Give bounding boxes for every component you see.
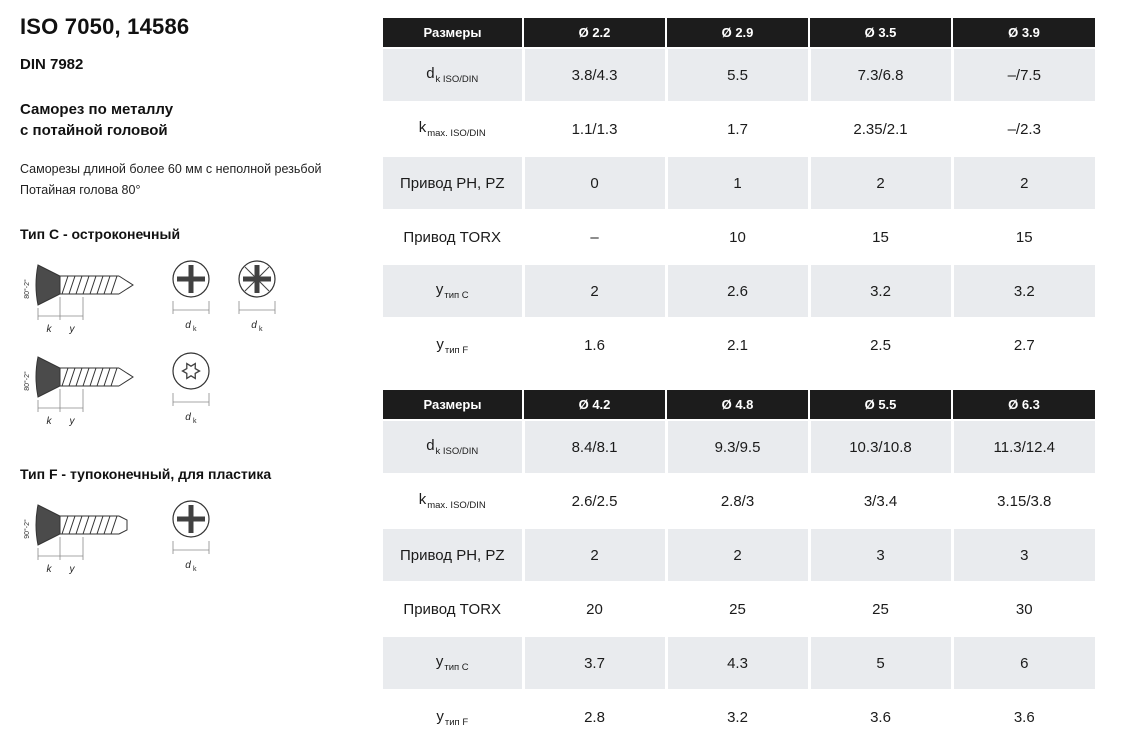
- type-f-drawing-row: [20, 496, 377, 588]
- value-cell: 3.7: [523, 636, 666, 690]
- value-cell: –/7.5: [952, 48, 1095, 102]
- head-angle-label: 80°-2°: [24, 279, 31, 300]
- value-cell: 20: [523, 582, 666, 636]
- value-cell: 3.8/4.3: [523, 48, 666, 102]
- value-cell: 4.3: [666, 636, 809, 690]
- row-label: $k_{max. ISO/DIN}$: [383, 474, 523, 528]
- value-cell: 2: [523, 528, 666, 582]
- value-cell: 2: [523, 264, 666, 318]
- table-row: [383, 210, 1095, 264]
- dimension-lines: [173, 541, 209, 554]
- dim-dk-sub: k: [259, 326, 263, 334]
- product-heading: [20, 99, 377, 141]
- dimensions-table-small-diameters: [383, 18, 1095, 372]
- ph-recess-icon: [164, 256, 218, 338]
- dimension-lines: [173, 301, 209, 314]
- value-cell: 7.3/6.8: [809, 48, 952, 102]
- tables-panel: [383, 0, 1133, 753]
- dim-dk-sub: k: [193, 418, 197, 426]
- row-label: Привод TORX: [383, 210, 523, 264]
- pz-recess-icon: [230, 256, 284, 338]
- header-cell-diameter: Ø 2.9: [666, 18, 809, 48]
- ph-recess-icon: [164, 496, 218, 578]
- table-row: [383, 264, 1095, 318]
- torx-recess-icon: [164, 348, 218, 430]
- dim-dk-label: d: [185, 412, 191, 424]
- dim-y-label: y: [69, 564, 75, 576]
- value-cell: –/2.3: [952, 102, 1095, 156]
- header-cell-diameter: Ø 6.3: [952, 390, 1095, 420]
- table-row: [383, 582, 1095, 636]
- table-row: [383, 420, 1095, 474]
- dim-k-label: k: [46, 416, 52, 428]
- dim-dk-label: d: [251, 320, 257, 332]
- row-label: $y_{тип F}$: [383, 318, 523, 372]
- dim-dk-sub: k: [193, 326, 197, 334]
- value-cell: 5: [809, 636, 952, 690]
- value-cell: 11.3/12.4: [952, 420, 1095, 474]
- value-cell: 3: [809, 528, 952, 582]
- screw-shaft: [60, 516, 127, 534]
- type-c-drawing-row-1: [20, 256, 377, 348]
- value-cell: –: [523, 210, 666, 264]
- value-cell: 15: [809, 210, 952, 264]
- value-cell: 2.5: [809, 318, 952, 372]
- dim-dk-sub: k: [193, 566, 197, 574]
- table-row: [383, 48, 1095, 102]
- screw-head: [36, 265, 60, 305]
- type-c-label: Тип C - остроконечный: [20, 226, 181, 243]
- value-cell: 3.2: [809, 264, 952, 318]
- value-cell: 5.5: [666, 48, 809, 102]
- dimension-lines: [173, 393, 209, 406]
- value-cell: 6: [952, 636, 1095, 690]
- value-cell: 8.4/8.1: [523, 420, 666, 474]
- header-cell-sizes: Размеры: [383, 390, 523, 420]
- header-cell-diameter: Ø 2.2: [523, 18, 666, 48]
- value-cell: 3: [952, 528, 1095, 582]
- table-row: [383, 528, 1095, 582]
- value-cell: 0: [523, 156, 666, 210]
- value-cell: 9.3/9.5: [666, 420, 809, 474]
- value-cell: 1.6: [523, 318, 666, 372]
- type-c-screw-drawing: [20, 348, 152, 440]
- value-cell: 25: [809, 582, 952, 636]
- row-label: $k_{max. ISO/DIN}$: [383, 102, 523, 156]
- value-cell: 2: [952, 156, 1095, 210]
- dim-dk-label: d: [185, 560, 191, 572]
- table-header-row: [383, 390, 1095, 420]
- value-cell: 3.15/3.8: [952, 474, 1095, 528]
- value-cell: 1.7: [666, 102, 809, 156]
- value-cell: 2: [809, 156, 952, 210]
- row-label: $y_{тип C}$: [383, 264, 523, 318]
- header-cell-sizes: Размеры: [383, 18, 523, 48]
- value-cell: 30: [952, 582, 1095, 636]
- value-cell: 10: [666, 210, 809, 264]
- product-description-line2: Потайная голова 80°: [20, 182, 141, 197]
- dimensions-table-large-diameters: [383, 390, 1095, 744]
- value-cell: 2.8/3: [666, 474, 809, 528]
- row-label: Привод PH, PZ: [383, 528, 523, 582]
- value-cell: 2.35/2.1: [809, 102, 952, 156]
- value-cell: 3.2: [952, 264, 1095, 318]
- screw-head: [36, 505, 60, 545]
- row-label: Привод TORX: [383, 582, 523, 636]
- table-row: [383, 102, 1095, 156]
- row-label: $d_{k ISO/DIN}$: [383, 420, 523, 474]
- header-cell-diameter: Ø 3.9: [952, 18, 1095, 48]
- row-label: $y_{тип F}$: [383, 690, 523, 744]
- value-cell: 3.6: [952, 690, 1095, 744]
- dim-k-label: k: [46, 324, 52, 336]
- dim-k-label: k: [46, 564, 52, 576]
- screw-head: [36, 357, 60, 397]
- value-cell: 25: [666, 582, 809, 636]
- value-cell: 1: [666, 156, 809, 210]
- value-cell: 2.7: [952, 318, 1095, 372]
- value-cell: 2: [666, 528, 809, 582]
- header-cell-diameter: Ø 4.2: [523, 390, 666, 420]
- value-cell: 3.2: [666, 690, 809, 744]
- product-description: [20, 159, 377, 200]
- row-label: $y_{тип C}$: [383, 636, 523, 690]
- type-f-label: Тип F - тупоконечный, для пластика: [20, 466, 272, 483]
- table-row: [383, 636, 1095, 690]
- value-cell: 2.6/2.5: [523, 474, 666, 528]
- dim-dk-label: d: [185, 320, 191, 332]
- product-info-panel: [0, 0, 383, 753]
- header-cell-diameter: Ø 4.8: [666, 390, 809, 420]
- row-label: $d_{k ISO/DIN}$: [383, 48, 523, 102]
- value-cell: 10.3/10.8: [809, 420, 952, 474]
- value-cell: 2.8: [523, 690, 666, 744]
- head-angle-label: 80°-2°: [24, 371, 31, 392]
- row-label: Привод PH, PZ: [383, 156, 523, 210]
- product-heading-line1: Саморез по металлу: [20, 101, 174, 118]
- dimension-lines: [239, 301, 275, 314]
- type-c-screw-drawing: [20, 256, 152, 348]
- value-cell: 3.6: [809, 690, 952, 744]
- dim-y-label: y: [69, 324, 75, 336]
- page-subtitle: DIN 7982: [20, 56, 84, 73]
- header-cell-diameter: Ø 3.5: [809, 18, 952, 48]
- dim-y-label: y: [69, 416, 75, 428]
- value-cell: 3/3.4: [809, 474, 952, 528]
- product-heading-line2: с потайной головой: [20, 122, 168, 139]
- head-angle-label: 90°-2°: [24, 519, 31, 540]
- type-f-screw-drawing: [20, 496, 152, 588]
- table-row: [383, 318, 1095, 372]
- screw-shaft: [60, 368, 133, 386]
- table-row: [383, 474, 1095, 528]
- table-row: [383, 690, 1095, 744]
- type-c-drawing-row-2: [20, 348, 377, 440]
- table-row: [383, 156, 1095, 210]
- value-cell: 15: [952, 210, 1095, 264]
- page-title: ISO 7050, 14586: [20, 14, 190, 39]
- screw-shaft: [60, 276, 133, 294]
- product-description-line1: Саморезы длиной более 60 мм с неполной резьбой: [20, 162, 322, 176]
- value-cell: 2.1: [666, 318, 809, 372]
- value-cell: 2.6: [666, 264, 809, 318]
- table-header-row: [383, 18, 1095, 48]
- value-cell: 1.1/1.3: [523, 102, 666, 156]
- header-cell-diameter: Ø 5.5: [809, 390, 952, 420]
